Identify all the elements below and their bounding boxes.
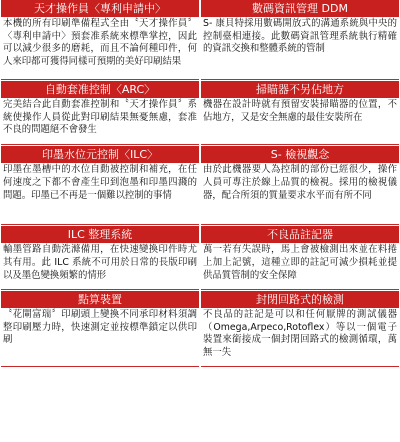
feature-description: 機器在設計時就有預留安裝掃瞄器的位置，不佔地方，又是安全無慮的最佳安裝所在 xyxy=(203,98,397,123)
feature-cell-ddm xyxy=(201,0,399,80)
feature-description: 由於此機器要人為控制的部份已經很少，操作人員可專注於線上品質的檢視。採用的檢視儀器，配合所須的質量要求水平而有所不同 xyxy=(203,164,397,201)
feature-cell-inspection xyxy=(201,146,399,225)
feature-title: 印墨水位元控制〈ILC〉 xyxy=(1,146,199,163)
feature-title: 掃瞄器不另佔地方 xyxy=(201,81,399,98)
feature-cell-arc xyxy=(1,81,199,146)
feature-description: 完美結合此自動套准控制和〝天才操作員〞系統使操作人員從此對印刷結果無憂無慮，套准不良的問題絕不會發生 xyxy=(3,98,197,136)
feature-cell-defect-marker xyxy=(201,226,399,290)
feature-description: 本機的所有印刷準備程式全由〝天才操作員〞〈專利申請中〉預套准系統來標準掌控，因此可以減少很多的磨耗，而且不論何種印件，何人來印都可獲得同樣可預期的美好印刷結果 xyxy=(3,18,197,67)
feature-cell-ilc-cleaning xyxy=(1,226,199,290)
feature-title: 點算裝置 xyxy=(1,291,199,308)
feature-description: 〝花閘富瑞〞印刷頭上變換不同承印材料須調整印刷壓力時，快速測定並按標準鎖定以供印刷 xyxy=(3,309,197,346)
feature-title: 數碼資訊管理 DDM xyxy=(201,0,399,17)
feature-title: 封閉回路式的檢測 xyxy=(201,291,399,308)
feature-cell-closed-loop xyxy=(201,291,399,366)
feature-title: S- 檢視觀念 xyxy=(201,146,399,163)
feature-title: ILC 整理系統 xyxy=(1,226,199,243)
feature-description: 萬一若有失誤時，馬上會被檢測出來並在料捲上加上記號，這種立即的註記可減少損耗並提供品質管制的安全保障 xyxy=(203,244,397,281)
feature-cell-scanner xyxy=(201,81,399,146)
feature-description: 輸墨管路自動洗滌備用，在快速變換印件時尤其有用。此 ILC 系統不可用於日常的長版印刷以及墨色變換頻繁的情形 xyxy=(3,244,197,281)
feature-description: S- 康貝特採用數碼開放式的溝通系統與中央的控制臺相連接。此數碼資訊管理系統執行精確的資訊交換和整體系統的管制 xyxy=(203,18,397,55)
feature-description: 印墨在墨槽中的水位自動被控制和補充，在任何速度之下都不會產生印到泡墨和印墨四濺的問題。印墨已不再是一個難以控制的事情 xyxy=(3,164,197,201)
feature-description: 不良品的註記是可以和任何厭牌的測試儀器（Omega,Arpeco,Rotoflex）等以一個電子裝置來銜接成一個封閉回路式的檢測循環，萬無一失 xyxy=(203,309,397,358)
feature-cell-ilc xyxy=(1,146,199,225)
feature-title: 天才操作員〈專利申請中〉 xyxy=(1,0,199,17)
feature-grid xyxy=(1,0,399,442)
feature-title: 不良品註記器 xyxy=(201,226,399,243)
feature-cell-genius-operator xyxy=(1,0,199,80)
feature-title: 自動套准控制〈ARC〉 xyxy=(1,81,199,98)
feature-cell-counter xyxy=(1,291,199,366)
